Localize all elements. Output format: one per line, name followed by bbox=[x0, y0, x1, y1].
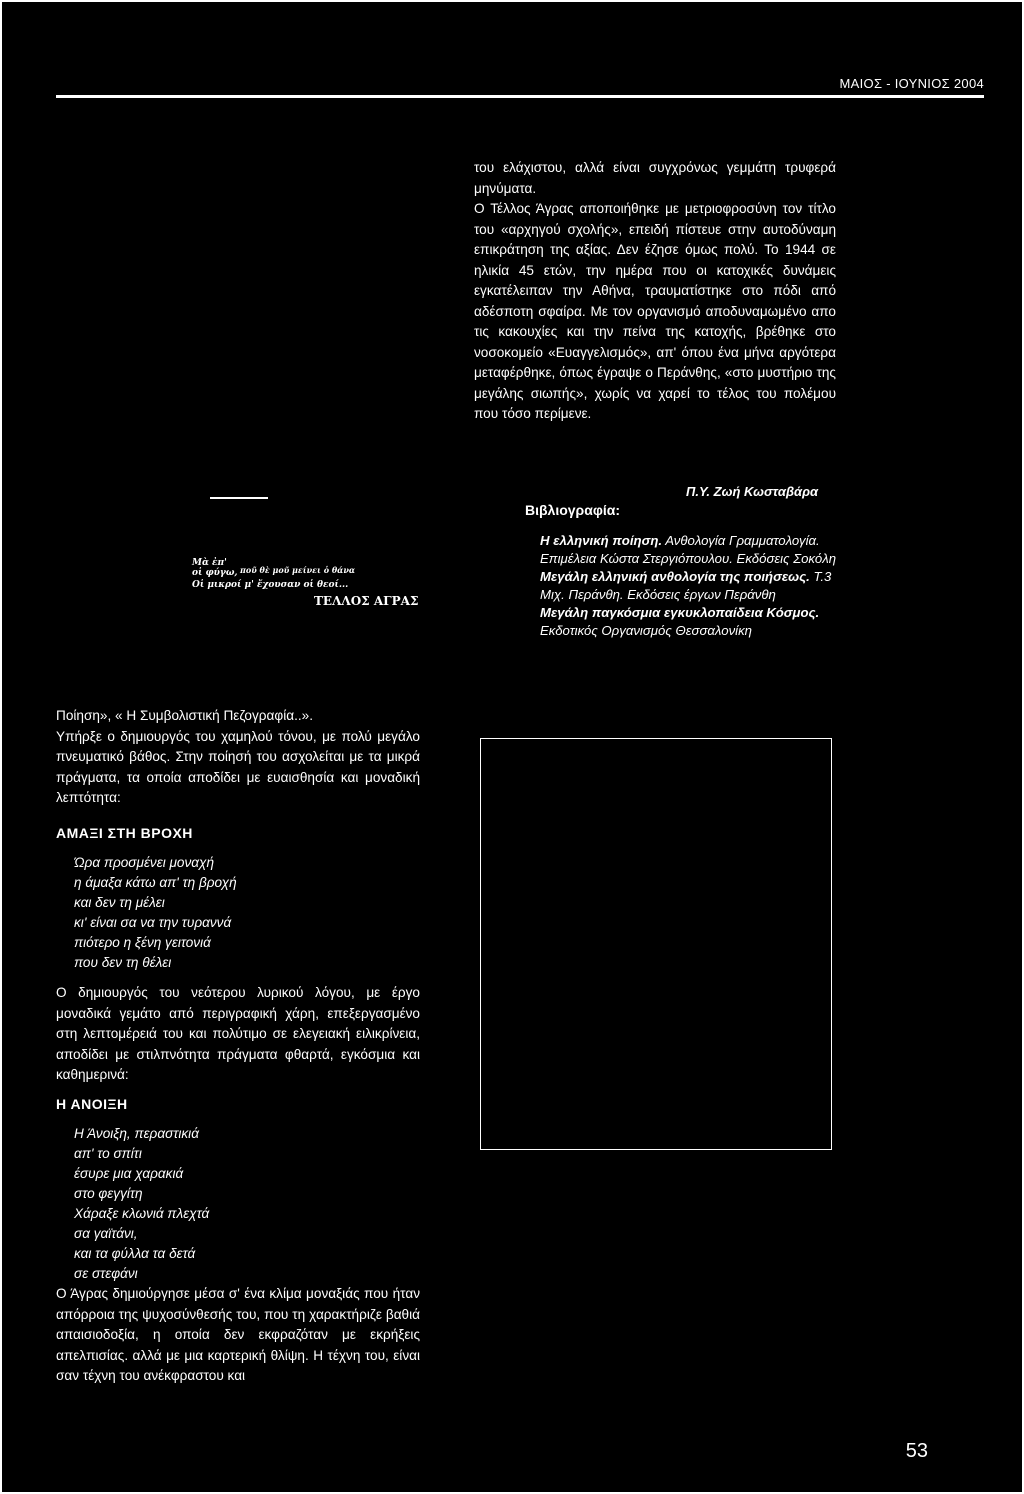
poem-verse bbox=[56, 1124, 420, 1284]
verse-line: και δεν τη μέλει bbox=[74, 895, 165, 910]
bibliography-details: Εκδοτικός Οργανισμός Θεσσαλονίκη bbox=[540, 623, 753, 638]
bibliography-details: Τ.3 Μιχ. Περάνθη. Εκδόσεις έργων Περάνθη bbox=[540, 569, 832, 602]
right-column bbox=[474, 158, 836, 425]
bibliography-details: Ανθολογία Γραμματολογία. Επιμέλεια Κώστα Στεργιόπουλου. Εκδόσεις Σοκόλη bbox=[540, 533, 837, 566]
issue-date: ΜΑΙΟΣ - ΙΟΥΝΙΟΣ 2004 bbox=[839, 76, 984, 91]
right-paragraph-1: του ελάχιστου, αλλά είναι συγχρόνως γεμμάτη τρυφερά μηνύματα. bbox=[474, 160, 836, 196]
verse-line: σα γαϊτάνι, bbox=[74, 1226, 138, 1241]
intro-line: Ποίηση», « Η Συμβολιστική Πεζογραφία..». bbox=[56, 708, 313, 723]
poem-title: ΑΜΑΞΙ ΣΤΗ ΒΡΟΧΗ bbox=[56, 824, 193, 841]
right-paragraph-2: Ο Τέλλος Άγρας αποποιήθηκε με μετριοφροσύνη τον τίτλο του «αρχηγού σχολής», επειδή πίστευε στην αυτοδύναμη επικράτηση της αξίας. Δεν έζησε όμως πολύ. Το 1944 σε ηλικία 45 ετών, την ημέρα που οι κατοχικές δυνάμεις εγκατέλειπαν την Αθήνα, τραυματίστηκε στο πόδι από αδέσποτη σφαίρα. Με τον οργανισμό αποδυναμωμένο απο τις κακουχίες και την πείνα της κατοχής, βρέθηκε στο νοσοκομείο «Ευαγγελισμός», απ' όπου ένα μήνα αργότερα μεταφέρθηκε, όπως έγραψε ο Περάνθης, «στο μυστήριο της μεγάλης σιωπής», χωρίς να χαρεί το τέλος του πολέμου που τόσο περίμενε. bbox=[474, 201, 836, 421]
signature-line-4: Οἱ μικροί μ' ἔχουσαν οἱ θεοί... bbox=[192, 580, 349, 590]
bibliography-entry bbox=[540, 604, 840, 640]
header-rule bbox=[56, 95, 984, 98]
bibliography-title: Μεγάλη ελληνική ανθολογία της ποιήσεως. bbox=[540, 569, 810, 584]
verse-line: Η Άνοιξη, περαστικιά bbox=[74, 1126, 199, 1141]
author-credit: Π.Υ. Ζωή Κωσταβάρα bbox=[686, 484, 819, 499]
image-frame bbox=[480, 738, 832, 1150]
bibliography-entry bbox=[540, 532, 840, 568]
page-number: 53 bbox=[905, 1440, 928, 1462]
signature-name: ΤΕΛΛΟΣ ΑΓΡΑΣ bbox=[314, 594, 419, 608]
signature-rule bbox=[210, 497, 268, 499]
verse-line: έσυρε μια χαρακιά bbox=[74, 1166, 184, 1181]
poem-title: Η ΑΝΟΙΞΗ bbox=[56, 1095, 128, 1112]
bibliography-title: Η ελληνική ποίηση. bbox=[540, 533, 663, 548]
left-paragraph-3: Ο Άγρας δημιούργησε μέσα σ' ένα κλίμα μοναξιάς που ήταν απόρροια της ψυχοσύνθεσής του, που τη χαρακτήριζε βαθιά απαισιοδοξία, η οποία δεν εκφραζόταν με εκρήξεις απελπισίας. αλλά με μια καρτερική θλίψη. Η τέχνη του, είναι σαν τέχνη του ανέκφραστου και bbox=[56, 1286, 420, 1383]
bibliography-title: Μεγάλη παγκόσμια εγκυκλοπαίδεια Κόσμος. bbox=[540, 605, 820, 620]
signature-line-1: Μὰ ἐπ' bbox=[192, 558, 227, 568]
verse-line: Ώρα προσμένει μοναχή bbox=[74, 855, 215, 870]
verse-line: Χάραξε κλωνιά πλεχτά bbox=[74, 1206, 210, 1221]
verse-line: πιότερο η ξένη γειτονιά bbox=[74, 935, 211, 950]
verse-line: απ' το σπίτι bbox=[74, 1146, 142, 1161]
bibliography-list bbox=[540, 532, 840, 640]
verse-line: που δεν τη θέλει bbox=[74, 955, 172, 970]
bibliography-entry bbox=[540, 568, 840, 604]
left-column bbox=[56, 706, 420, 1387]
left-paragraph-1: Υπήρξε ο δημιουργός του χαμηλού τόνου, με πολύ μεγάλο πνευματικό βάθος. Στην ποίησή του ασχολείται με τα μικρά πράγματα, τα οποία αποδίδει με ευαισθησία και μοναδική λεπτότητα: bbox=[56, 728, 420, 805]
bibliography-heading: Βιβλιογραφία: bbox=[525, 502, 620, 518]
poem-verse bbox=[56, 853, 420, 973]
left-paragraph-2: Ο δημιουργός του νεότερου λυρικού λόγου, με έργο μοναδικά γεμάτο από περιγραφική χάρη, επεξεργασμένο στη λεπτομέρειά του και πολύτιμο σε ελεγειακή ειλικρίνεια, αποδίδει με στιλπνότητα πράγματα φθαρτά, εγκόσμια και καθημερινά: bbox=[56, 985, 420, 1082]
verse-line: σε στεφάνι bbox=[74, 1266, 138, 1281]
handwritten-signature bbox=[190, 555, 430, 611]
verse-line: στο φεγγίτη bbox=[74, 1186, 143, 1201]
signature-line-3: ποῦ θὲ μοῦ μείνει ὁ θάνα bbox=[240, 565, 356, 575]
verse-line: η άμαξα κάτω απ' τη βροχή bbox=[74, 875, 237, 890]
signature-line-2: οἱ φύγω, bbox=[192, 568, 238, 578]
verse-line: και τα φύλλα τα δετά bbox=[74, 1246, 196, 1261]
verse-line: κι' είναι σα να την τυραννά bbox=[74, 915, 232, 930]
